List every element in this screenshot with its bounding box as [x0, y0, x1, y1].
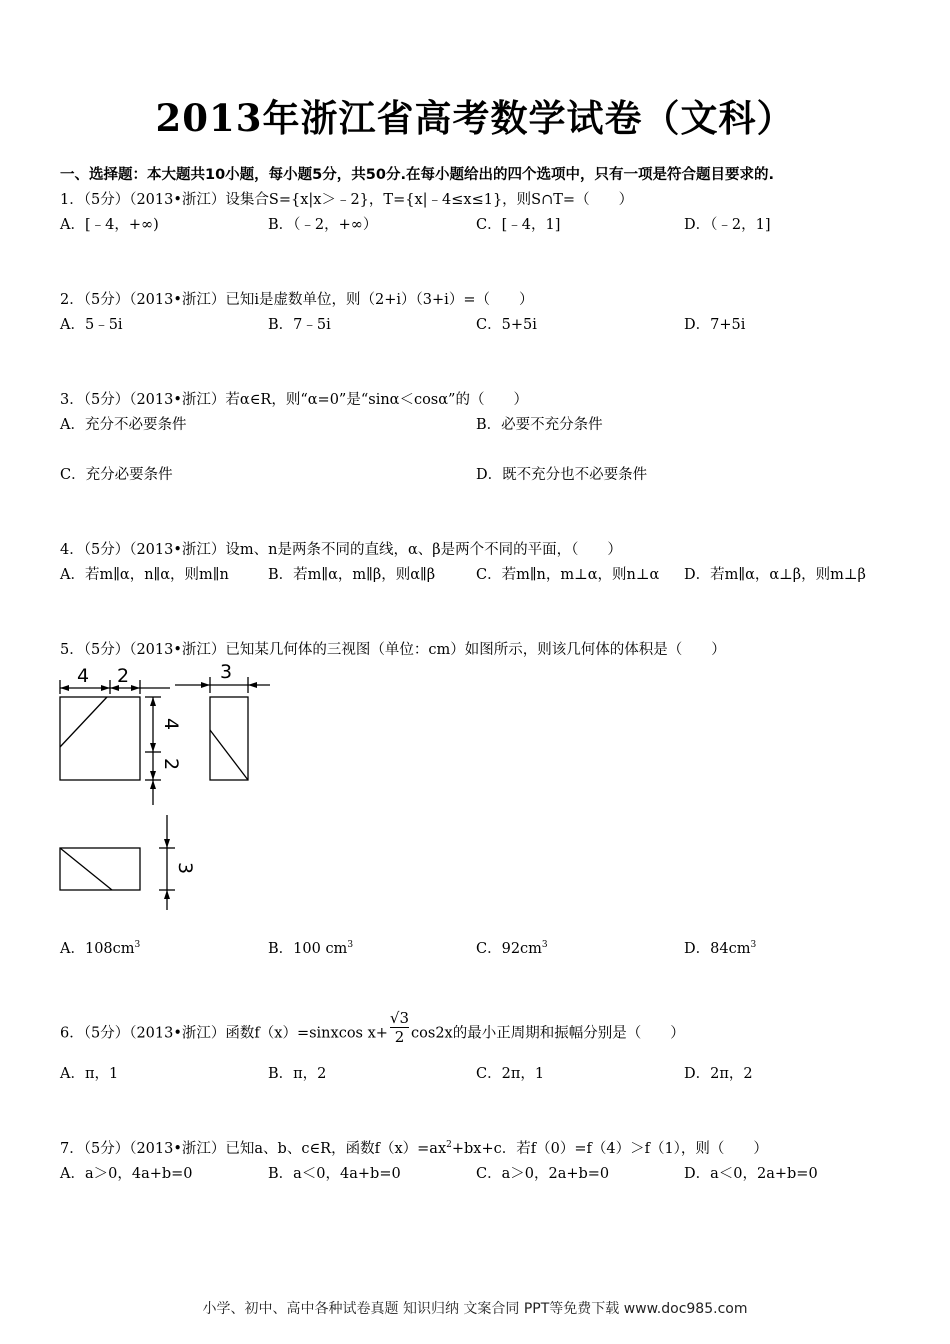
- question-4-stem: 4．（5分）（2013•浙江）设m、n是两条不同的直线，α、β是两个不同的平面，（ ）: [60, 542, 622, 558]
- question-5-option-d: D．$84cm^3$: [684, 940, 757, 957]
- question-2-option-a: A．5﹣5i: [60, 317, 123, 333]
- front-view-rect: [60, 697, 140, 780]
- question-7-option-b: B．a＜0，4a+b=0: [268, 1166, 401, 1182]
- question-3-option-b: B．必要不充分条件: [476, 417, 603, 433]
- question-6-option-b: B．π，2: [268, 1066, 327, 1082]
- question-4-option-d: D．若m∥α，α⊥β，则m⊥β: [684, 567, 866, 583]
- front-view-diagonal: [60, 697, 107, 747]
- question-2-stem: 2．（5分）（2013•浙江）已知i是虚数单位，则（2+i）（3+i）=（ ）: [60, 292, 534, 308]
- section-heading: 一、选择题：本大题共10小题，每小题5分，共50分.在每小题给出的四个选项中，只有一项是符合题目要求的.: [60, 167, 774, 183]
- question-4-option-c: C．若m∥n，m⊥α，则n⊥α: [476, 567, 660, 583]
- question-1-option-b: B．（﹣2，+∞）: [268, 217, 378, 233]
- sqrt3-over-2-fraction: $\frac{√3}{2}$: [389, 1009, 410, 1046]
- question-4-option-a: A．若m∥α，n∥α，则m∥n: [60, 567, 229, 583]
- question-2-option-c: C．5+5i: [476, 317, 537, 333]
- question-6-option-d: D．2π，2: [684, 1066, 753, 1082]
- question-3-stem: 3．（5分）（2013•浙江）若α∈R，则“α=0”是“sinα＜cosα”的（ ）: [60, 392, 528, 408]
- page-title: 2013年浙江省高考数学试卷（文科）: [155, 96, 795, 140]
- question-3-option-a: A．充分不必要条件: [60, 417, 187, 433]
- question-1-stem: 1．（5分）（2013•浙江）设集合S={x|x＞﹣2}，T={x|﹣4≤x≤1}，则S∩T=（ ）: [60, 192, 634, 208]
- side-view-diagonal: [210, 730, 248, 780]
- question-6-stem: 6．（5分）（2013•浙江）函数f（x）=sinxcos x+ $\frac{√3}{2}$ cos2x的最小正周期和振幅分别是（ ）: [60, 1009, 685, 1046]
- question-6-option-c: C．2π，1: [476, 1066, 545, 1082]
- question-4-option-b: B．若m∥α，m∥β，则α∥β: [268, 567, 436, 583]
- question-5-option-c: C．$92cm^3$: [476, 940, 548, 957]
- top-view-diagonal: [60, 848, 112, 890]
- question-5-option-b: B．100 $cm^3$: [268, 940, 354, 957]
- dim-label-3-width: 3: [220, 661, 233, 683]
- question-3-option-c: C．充分必要条件: [60, 467, 173, 483]
- question-5-option-a: A．$108cm^3$: [60, 940, 141, 957]
- question-5-stem: 5．（5分）（2013•浙江）已知某几何体的三视图（单位：cm）如图所示，则该几何体的体积是（ ）: [60, 642, 726, 658]
- question-7-stem: 7．（5分）（2013•浙江）已知a、b、c∈R，函数$f(x)=ax^2+bx+c$．若f（0）=f（4）＞f（1），则（ ）: [60, 1140, 768, 1157]
- question-1-option-a: A．[﹣4，+∞): [60, 217, 159, 233]
- dim-label-4: 4: [77, 665, 90, 687]
- page-footer: 小学、初中、高中各种试卷真题 知识归纳 文案合同 PPT等免费下载 www.doc985.com: [202, 1301, 748, 1317]
- three-view-diagram: [55, 660, 285, 920]
- question-6-option-a: A．π，1: [60, 1066, 119, 1082]
- dim-label-2-vertical: 2: [160, 758, 182, 771]
- question-3-option-d: D．既不充分也不必要条件: [476, 467, 648, 483]
- question-2-option-d: D．7+5i: [684, 317, 746, 333]
- question-1-option-d: D．（﹣2，1]: [684, 217, 771, 233]
- dim-label-3-vertical: 3: [174, 862, 196, 875]
- question-7-option-a: A．a＞0，4a+b=0: [60, 1166, 193, 1182]
- question-7-option-d: D．a＜0，2a+b=0: [684, 1166, 818, 1182]
- question-1-option-c: C．[﹣4，1]: [476, 217, 561, 233]
- question-7-option-c: C．a＞0，2a+b=0: [476, 1166, 610, 1182]
- dim-label-2: 2: [117, 665, 130, 687]
- question-2-option-b: B．7﹣5i: [268, 317, 331, 333]
- dim-label-4-vertical: 4: [160, 718, 182, 731]
- top-view-rect: [60, 848, 140, 890]
